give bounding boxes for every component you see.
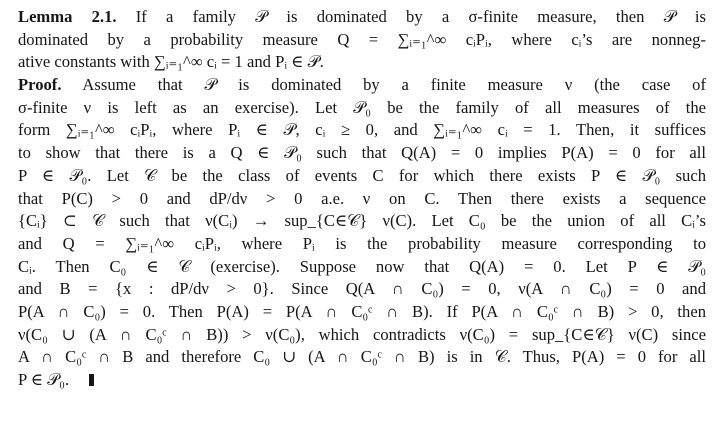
proof-line: ν(C₀ ∪ (A ∩ C₀ᶜ ∩ B)) > ν(C₀), which contradicts ν(C₀) = sup_{C∈𝒞} ν(C) since: [18, 324, 706, 344]
proof-line: {Cᵢ} ⊂ 𝒞 such that ν(Cᵢ) → sup_{C∈𝒞} ν(C). Let C₀ be the union of all Cᵢ’s: [18, 211, 706, 231]
lemma-line: dominated by a probability measure Q = ∑ᵢ₌₁^∞ cᵢPᵢ, where cᵢ’s are nonneg-: [18, 29, 706, 49]
proof-line: to show that there is a Q ∈ 𝒫₀ such that Q(A) = 0 implies P(A) = 0 for all: [18, 143, 706, 163]
proof-line: σ-finite ν is left as an exercise). Let 𝒫₀ be the family of all measures of the: [18, 97, 706, 117]
proof-line: Proof. Assume that 𝒫 is dominated by a finite measure ν (the case of: [18, 75, 706, 95]
proof-line: P ∈ 𝒫₀. Let 𝒞 be the class of events C for which there exists P ∈ 𝒫₀ such: [18, 165, 706, 185]
proof-line: and Q = ∑ᵢ₌₁^∞ cᵢPᵢ, where Pᵢ is the probability measure corresponding to: [18, 233, 706, 253]
proof-block: [18, 74, 706, 392]
proof-line: that P(C) > 0 and dP/dν > 0 a.e. ν on C. Then there exists a sequence: [18, 188, 706, 208]
lemma-label: Lemma 2.1.: [18, 7, 117, 26]
proof-label: Proof.: [18, 75, 62, 95]
lemma-line: Lemma 2.1. If a family 𝒫 is dominated by a σ-finite measure, then 𝒫 is: [18, 7, 706, 26]
proof-line: and B = {x : dP/dν > 0}. Since Q(A ∩ C₀) = 0, ν(A ∩ C₀) = 0 and: [18, 279, 706, 299]
lemma-line: ative constants with ∑ᵢ₌₁^∞ cᵢ = 1 and Pᵢ ∈ 𝒫.: [18, 52, 324, 72]
qed-mark-icon: [89, 374, 94, 386]
lemma-block: [18, 6, 706, 74]
proof-line: Cᵢ. Then C₀ ∈ 𝒞 (exercise). Suppose now that Q(A) = 0. Let P ∈ 𝒫₀: [18, 256, 706, 276]
proof-line: form ∑ᵢ₌₁^∞ cᵢPᵢ, where Pᵢ ∈ 𝒫, cᵢ ≥ 0, and ∑ᵢ₌₁^∞ cᵢ = 1. Then, it suffices: [18, 120, 706, 140]
proof-line: P ∈ 𝒫₀.: [18, 369, 706, 392]
proof-line: A ∩ C₀ᶜ ∩ B and therefore C₀ ∪ (A ∩ C₀ᶜ ∩ B) is in 𝒞. Thus, P(A) = 0 for all: [18, 347, 706, 367]
proof-line: P(A ∩ C₀) = 0. Then P(A) = P(A ∩ C₀ᶜ ∩ B). If P(A ∩ C₀ᶜ ∩ B) > 0, then: [18, 301, 706, 321]
